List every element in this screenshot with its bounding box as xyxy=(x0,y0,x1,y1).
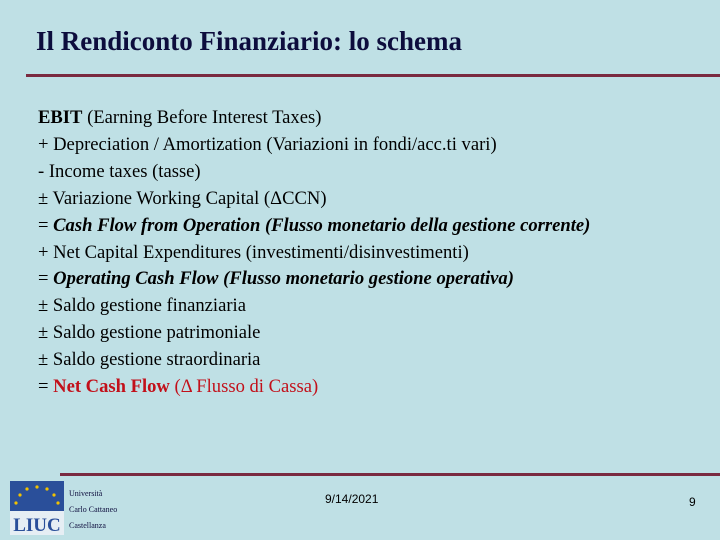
footer-date: 9/14/2021 xyxy=(325,492,379,506)
schema-line-working-capital xyxy=(38,186,708,213)
schema-line-net-cash-flow xyxy=(38,374,708,401)
schema-line-saldo-patrimoniale: ± Saldo gestione patrimoniale xyxy=(38,322,261,344)
equals-prefix: = xyxy=(38,214,54,236)
net-cash-flow-label: Net Cash Flow xyxy=(53,376,170,398)
university-line-3: Castellanza xyxy=(69,521,106,530)
university-name xyxy=(69,486,117,534)
ebit-label: EBIT xyxy=(38,107,83,128)
svg-text:LIUC: LIUC xyxy=(13,515,61,535)
schema-line-income-taxes: - Income taxes (tasse) xyxy=(38,160,201,182)
working-capital-prefix: ± Variazione Working Capital ( xyxy=(38,187,271,209)
net-cash-flow-description: (Δ Flusso di Cassa) xyxy=(169,376,319,398)
page-number: 9 xyxy=(689,495,696,509)
schema-line-ebit xyxy=(38,105,708,132)
footer-divider xyxy=(60,473,720,476)
ebit-description: (Earning Before Interest Taxes) xyxy=(82,107,322,128)
university-line-2: Carlo Cattaneo xyxy=(69,505,118,514)
working-capital-suffix: CCN) xyxy=(282,187,327,209)
title-divider xyxy=(26,74,720,77)
university-line-1: Università xyxy=(69,489,103,498)
schema-line-capex: + Net Capital Expenditures (investimenti/disinvestimenti) xyxy=(38,241,469,263)
schema-line-saldo-finanziaria: ± Saldo gestione finanziaria xyxy=(38,295,246,317)
operating-cash-flow-label: Operating Cash Flow (Flusso monetario gestione operativa) xyxy=(53,268,514,290)
equals-prefix: = xyxy=(38,376,54,398)
cash-flow-operation-label: Cash Flow from Operation (Flusso monetario della gestione corrente) xyxy=(53,214,591,236)
slide-title: Il Rendiconto Finanziario: lo schema xyxy=(36,26,462,56)
equals-prefix: = xyxy=(38,268,54,290)
cash-flow-schema xyxy=(38,105,708,401)
schema-line-cash-flow-operation xyxy=(38,213,708,240)
liuc-logo-icon xyxy=(10,481,64,535)
schema-line-depreciation: + Depreciation / Amortization (Variazioni in fondi/acc.ti vari) xyxy=(38,133,497,155)
schema-line-operating-cash-flow xyxy=(38,266,708,293)
delta-symbol: Δ xyxy=(270,187,283,209)
schema-line-saldo-straordinaria: ± Saldo gestione straordinaria xyxy=(38,349,261,371)
